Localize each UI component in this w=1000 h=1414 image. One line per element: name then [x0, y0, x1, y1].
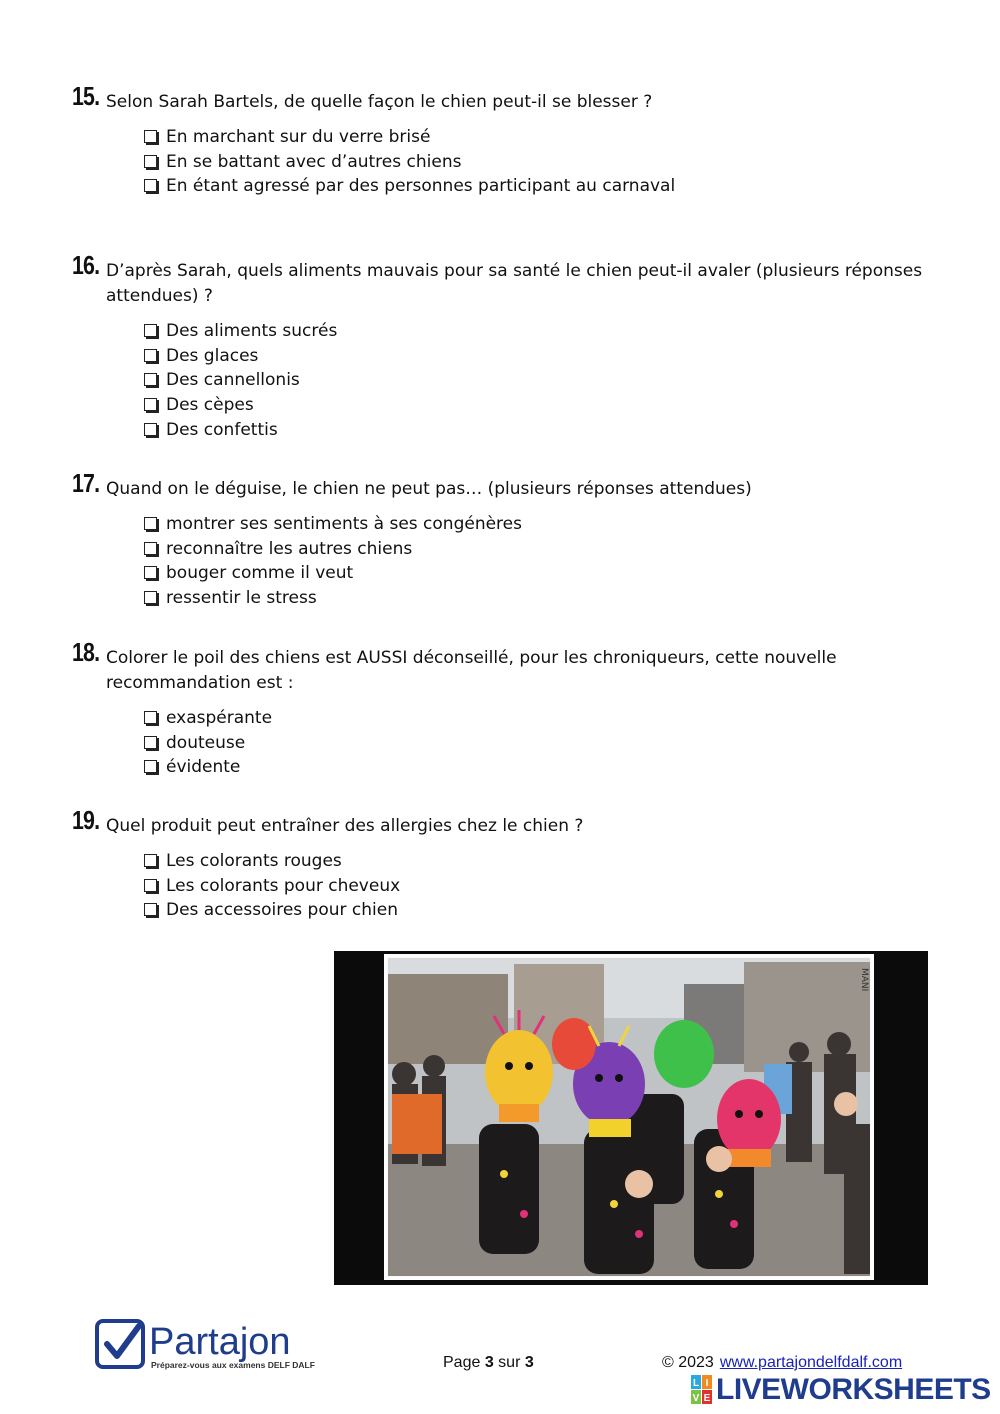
live-letter-l: L [692, 1378, 700, 1389]
checkbox-icon[interactable] [144, 736, 157, 749]
question-header [72, 250, 932, 309]
checkbox-icon[interactable] [144, 760, 157, 773]
carnival-scene [384, 954, 874, 1280]
question-header [72, 637, 932, 696]
option-label: En se battant avec d’autres chiens [166, 151, 462, 172]
option-item[interactable] [144, 418, 932, 443]
option-label: montrer ses sentiments à ses congénères [166, 514, 522, 534]
copyright-text: © 2023 [662, 1354, 714, 1371]
option-item[interactable] [144, 174, 932, 199]
checkbox-icon[interactable] [144, 373, 157, 386]
option-item[interactable] [144, 150, 932, 175]
option-item[interactable] [144, 898, 932, 923]
photo-watermark: MANI [859, 968, 869, 992]
logo-name: Partajon [149, 1321, 291, 1363]
partajon-logo-graphic [95, 1318, 355, 1372]
question-number: 19. [72, 805, 100, 835]
checkbox-icon[interactable] [144, 903, 157, 916]
live-letter-e: E [703, 1393, 711, 1404]
checkbox-icon[interactable] [144, 155, 157, 168]
question-number: 18. [72, 637, 100, 667]
carnival-photo-frame [334, 951, 928, 1285]
checkbox-icon[interactable] [144, 517, 157, 530]
question-text: Quand on le déguise, le chien ne peut pas… (plusieurs réponses attendues) [106, 479, 752, 499]
option-label: Des cèpes [166, 395, 254, 416]
question-number: 16. [72, 250, 100, 280]
checkbox-icon[interactable] [144, 130, 157, 143]
page-current: 3 [484, 1354, 494, 1371]
option-item[interactable] [144, 849, 932, 874]
checkbox-icon[interactable] [144, 179, 157, 192]
checkbox-icon[interactable] [144, 591, 157, 604]
option-item[interactable] [144, 512, 932, 537]
question-header [72, 81, 932, 115]
question-text: D’après Sarah, quels aliments mauvais pour sa santé le chien peut-il avaler (plusieurs réponses attendues) ? [106, 261, 923, 306]
checkbox-icon[interactable] [144, 324, 157, 337]
option-item[interactable] [144, 731, 932, 756]
checkbox-icon[interactable] [144, 879, 157, 892]
option-item[interactable] [144, 706, 932, 731]
option-label: Les colorants rouges [166, 851, 342, 871]
checkbox-icon[interactable] [144, 854, 157, 867]
options-list [144, 706, 932, 780]
option-label: douteuse [166, 732, 246, 753]
question-text: Colorer le poil des chiens est AUSSI déconseillé, pour les chroniqueurs, cette nouvelle recommandation est : [106, 648, 837, 693]
option-item[interactable] [144, 393, 932, 418]
option-item[interactable] [144, 537, 932, 562]
question-header [72, 468, 932, 502]
copyright [662, 1354, 902, 1372]
question-15 [72, 81, 932, 199]
option-label: Des confettis [166, 419, 278, 440]
options-list [144, 125, 932, 199]
live-letter-v: V [692, 1393, 700, 1404]
page-prefix: Page [443, 1354, 485, 1371]
logo-tagline: Préparez-vous aux examens DELF DALF [151, 1360, 315, 1370]
question-header [72, 805, 932, 839]
checkbox-icon[interactable] [144, 349, 157, 362]
options-list [144, 512, 932, 611]
option-label: Des glaces [166, 345, 259, 366]
partajon-logo [95, 1318, 355, 1372]
page-number [443, 1354, 534, 1372]
question-text: Quel produit peut entraîner des allergies chez le chien ? [106, 816, 584, 836]
option-item[interactable] [144, 561, 932, 586]
question-19 [72, 805, 932, 923]
option-item[interactable] [144, 368, 932, 393]
checkbox-icon[interactable] [144, 398, 157, 411]
option-item[interactable] [144, 344, 932, 369]
liveworksheets-logo [691, 1374, 991, 1406]
question-text: Selon Sarah Bartels, de quelle façon le chien peut-il se blesser ? [106, 92, 653, 112]
options-list [144, 319, 932, 443]
checkbox-icon[interactable] [144, 711, 157, 724]
question-number: 17. [72, 468, 100, 498]
option-label: reconnaître les autres chiens [166, 538, 413, 559]
option-label: exaspérante [166, 708, 273, 728]
checkbox-icon[interactable] [144, 542, 157, 555]
question-16 [72, 250, 932, 443]
checkbox-icon[interactable] [144, 566, 157, 579]
option-label: En étant agressé par des personnes participant au carnaval [166, 176, 676, 197]
page-mid: sur [493, 1354, 525, 1371]
option-label: Les colorants pour cheveux [166, 875, 401, 896]
option-label: Des cannellonis [166, 370, 300, 391]
option-label: Des aliments sucrés [166, 321, 338, 341]
option-item[interactable] [144, 586, 932, 611]
website-link[interactable]: www.partajondelfdalf.com [719, 1354, 903, 1371]
check-mark-icon [107, 1326, 139, 1356]
option-label: évidente [166, 757, 241, 778]
question-18 [72, 637, 932, 780]
option-label: ressentir le stress [166, 588, 317, 609]
page-total: 3 [524, 1354, 534, 1371]
option-label: bouger comme il veut [166, 563, 354, 584]
question-number: 15. [72, 81, 100, 111]
question-17 [72, 468, 932, 611]
option-label: En marchant sur du verre brisé [166, 127, 431, 147]
options-list [144, 849, 932, 923]
option-label: Des accessoires pour chien [166, 900, 398, 921]
option-item[interactable] [144, 319, 932, 344]
option-item[interactable] [144, 874, 932, 899]
carnival-photo [384, 954, 874, 1280]
liveworksheets-text: LIVEWORKSHEETS [716, 1373, 991, 1406]
option-item[interactable] [144, 755, 932, 780]
checkbox-icon[interactable] [144, 423, 157, 436]
live-letter-i: I [705, 1378, 709, 1389]
live-blocks-icon [691, 1375, 713, 1405]
option-item[interactable] [144, 125, 932, 150]
